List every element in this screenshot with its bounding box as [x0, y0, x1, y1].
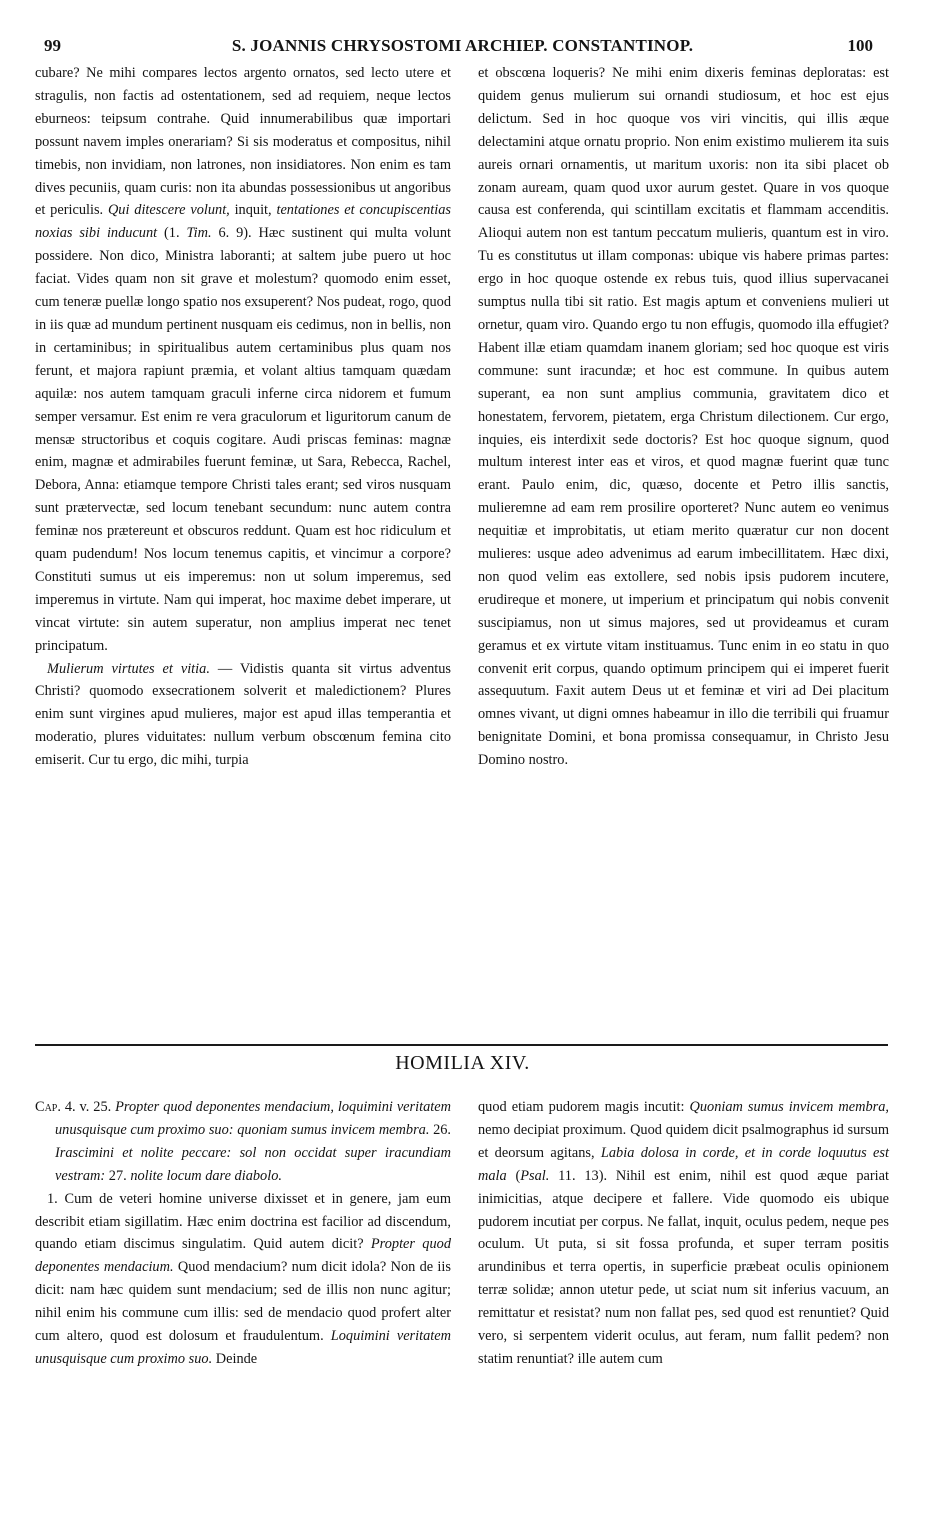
paragraph: et obscœna loqueris? Ne mihi enim dixeris feminas deploratas: est quidem genus mulierum sui ornandi studiosum, et hoc est ejus delictum. Sed in hoc quoque vos viri vincitis, qui illis æque delectamini atque ornatu proprio. Non enim existimo mulierem ita suis aureis ornari ornamentis, ut maritum uxoris: non ita sibi placet ob zonam auream, quam quod uxor aurum gestet. Quare in vos quoque causa est conferenda, qui scintillam excitatis et flammam accenditis. Alioqui autem non est tantum peccatum mulieris, quantum est in viro. Tu es constitutus ut illam componas: ubique vis habere primas partes: ergo in hoc quoque ostende ex rebus tuis, quod illius supervacanei sumptus nulla tibi sit ratio. Est magis aptum et conveniens mulieri ut ornetur, quam viro. Quando ergo tu non effugis, quomodo illa effugiet? Habent illæ etiam quamdam inanem gloriam; sed hoc quoque est viris commune: sunt iracundæ; et hoc est commune. In quibus autem superant, ea non sunt amplius communia, gravitatem dico et honestatem, fervorem, pietatem, erga Christum dilectionem. Cur ergo, inquies, eis interdixit sede doctoris? Est hoc quoque signum, quod multum interest inter eas et viros, et quod magnæ fuerint quæ tunc erant. Paulo enim, dic, quæso, docente et Petro illis sanctis, mulieremne ad eam rem prosilire oporteret? Nunc autem eo venimus nequitiæ et improbitatis, ut etiam merito quæratur cur non docent mulieres: usque adeo advenimus ad earum imbecillitatem. Hæc dixi, non quod velim eas extollere, sed nobis ipsis pudorem incutere, erudireque et monere, ut imperium et principatum qui nobis convenit suscipiamus, non ut simus majores, sed ut provideamus et curam geramus et ex virtute vitam instituamus. Tunc enim in eo statu in quo convenit erit corpus, quando optimum principem qui ei imperet fuerit assequutum. Faxit autem Deus ut et feminæ et viri ad Dei placitum omnes vivant, ut digni omnes habeamur in illo die terribili qui fruamur benignitate Domini, et bona promissa consequamur, in Christo Jesu Domino nostro. [478, 65, 889, 769]
italic-quote: Propter quod deponentes mendacium, loquimini veritatem unusquisque cum proximo suo: quoniam sumus invicem membra. [55, 1099, 451, 1138]
column-bottom-right [478, 1096, 889, 1371]
paragraph [35, 1188, 451, 1371]
text: 27. [105, 1167, 131, 1184]
column-top-left [35, 62, 451, 772]
italic-quote: Propter quod deponentes mendacium. [35, 1236, 451, 1276]
page-number-right: 100 [847, 36, 873, 55]
text: quod etiam pudorem magis incutit: [478, 1099, 690, 1115]
homily-title: HOMILIA XIV. [395, 1052, 530, 1074]
italic-reference: Tim. [186, 225, 212, 242]
text: Deinde [212, 1350, 258, 1367]
paragraph [478, 1096, 889, 1371]
text: Quod mendacium? num dicit idola? Non de iis dicit: nam hæc quidem sunt mendacium; sed de illis non nunc agitur; nihil enim his commune cum illis: sed de mendacio quod profert alter cum altero, quod est dolosum et fraudulentum. [35, 1259, 451, 1345]
italic-quote: tentationes et concupiscentias noxias sibi inducunt [35, 202, 451, 242]
text: nemo decipiat proximum. Quod quidem dicit psalmographus id sursum et deorsum agitans, [478, 1121, 889, 1161]
text: 11. 13). Nihil est enim, nihil est quod æque pariat inimicitias, atque decipere et fallere. Vide quomodo eis ubique pudorem incutiat per corpus. Ne fallat, inquit, oculus pedem, neque pes oculum. Ut puta, si sit fossa profunda, et super terram positis arundinibus et terra opertis, in superficie præbeat oculis opinionem terræ solidæ; annon utetur pede, ut sciat num sit inferius vacuum, an remittatur et resistat? num non fallat pes, sed quod est renuntiet? Quid vero, si serpentem viderit oculus, aut feram, num fallit pedem? non statim renuntiat? ille autem cum [478, 1167, 889, 1367]
text: 1. Cum de veteri homine universe dixisset et in genere, jam eum describit etiam sigillatim. Hæc enim doctrina est facilior ad discendum, quando etiam discimus singulatim. Quid autem dicit? [35, 1190, 451, 1253]
section-divider [35, 1044, 888, 1046]
text: inquit, [229, 202, 277, 219]
text: ( [506, 1167, 521, 1184]
chapter-heading [35, 1096, 451, 1188]
italic-quote: Loquimini veritatem unusquisque cum proximo suo. [35, 1328, 451, 1367]
text: — Vidistis quanta sit virtus adventus Christi? quomodo exsecrationem solverit et maledictionem? Plures enim sunt virgines apud mulieres, major est apud illas temperantia et moderatio, plures viduitates: nullum verbum obscœnum femina cito emiserit. Cur tu ergo, dic mihi, turpia [35, 660, 451, 769]
text: Cap. [35, 1099, 61, 1115]
page-number-left: 99 [44, 36, 61, 55]
column-top-right [478, 62, 889, 772]
paragraph [35, 658, 451, 773]
italic-quote: Irascimini et nolite peccare: sol non occidat super iracundiam vestram: [55, 1144, 451, 1184]
page-header [32, 36, 893, 60]
text: 26. [429, 1121, 452, 1138]
italic-reference: Psal. [520, 1167, 550, 1184]
text: (1. [157, 225, 187, 242]
italic-quote: Quoniam sumus invicem membra, [689, 1099, 889, 1115]
running-title: S. JOANNIS CHRYSOSTOMI ARCHIEP. CONSTANTINOP. [231, 36, 694, 55]
text: 6. 9). Hæc sustinent qui multa volunt possidere. Non dico, Ministra laboranti; at saltem jube puero ut hoc faciat. Vides quam non sit grave et molestum? quomodo enim esset, cum teneræ puellæ longo spatio nos exsuperent? Nos pudeat, rogo, quod in iis quæ ad mundum pertinent nusquam eis cedimus, non in bellis, non in certaminibus; in spiritualibus autem certaminibus plus quam nos ferunt, et majora rapiunt præmia, et volant altius tamquam quædam aquilæ: nos autem tamquam graculi inferne circa nidorem et fumum semper versamur. Est enim re vera graculorum et liguritorum canum de mensæ structoribus et coquis cogitare. Audi priscas feminas: magnæ enim, magnæ et admirabiles fuerunt feminæ, ut Sara, Rebecca, Rachel, Debora, Anna: etiamque tempore Christi tales erant; sed viros nusquam sunt prætervectæ, sed locum tenebant secundum: nunc autem contra feminæ nos prætereunt et obscuros reddunt. Quam est hoc ridiculum et quam pudendum! Nos locum tenemus capitis, et vincimur a corpore? Constituti sumus ut eis imperemus: non ut solum imperemus, sed imperemus in virtute. Nam qui imperat, hoc maxime debet imperare, ut vincat virtute: sin autem superatur, non amplius imperat nec tenet principatum. [35, 225, 451, 654]
italic-quote: Qui ditescere volunt, [107, 202, 230, 219]
italic-quote: nolite locum dare diabolo. [130, 1167, 282, 1184]
column-bottom-left [35, 1096, 451, 1371]
text: cubare? Ne mihi compares lectos argento ornatos, sed lecto utere et stragulis, non factis ad ostentationem, sed ad requiem, neque lectos eburneos: teipsum contrahe. Quid innumerabilibus quæ importari possunt navem imples onerariam? Si sis moderatus et compositus, nihil timebis, non invidiam, non latrones, non insidiatores. Non enim es tam dives pecuniis, quam curis: non ita abundas possessionibus ut angoribus et periculis. [35, 65, 451, 219]
section-heading: Mulierum virtutes et vitia. [47, 660, 210, 677]
paragraph [35, 62, 451, 658]
italic-quote: Labia dolosa in corde, et in corde loquutus est mala [478, 1144, 889, 1184]
text: 4. v. 25. [60, 1099, 116, 1115]
